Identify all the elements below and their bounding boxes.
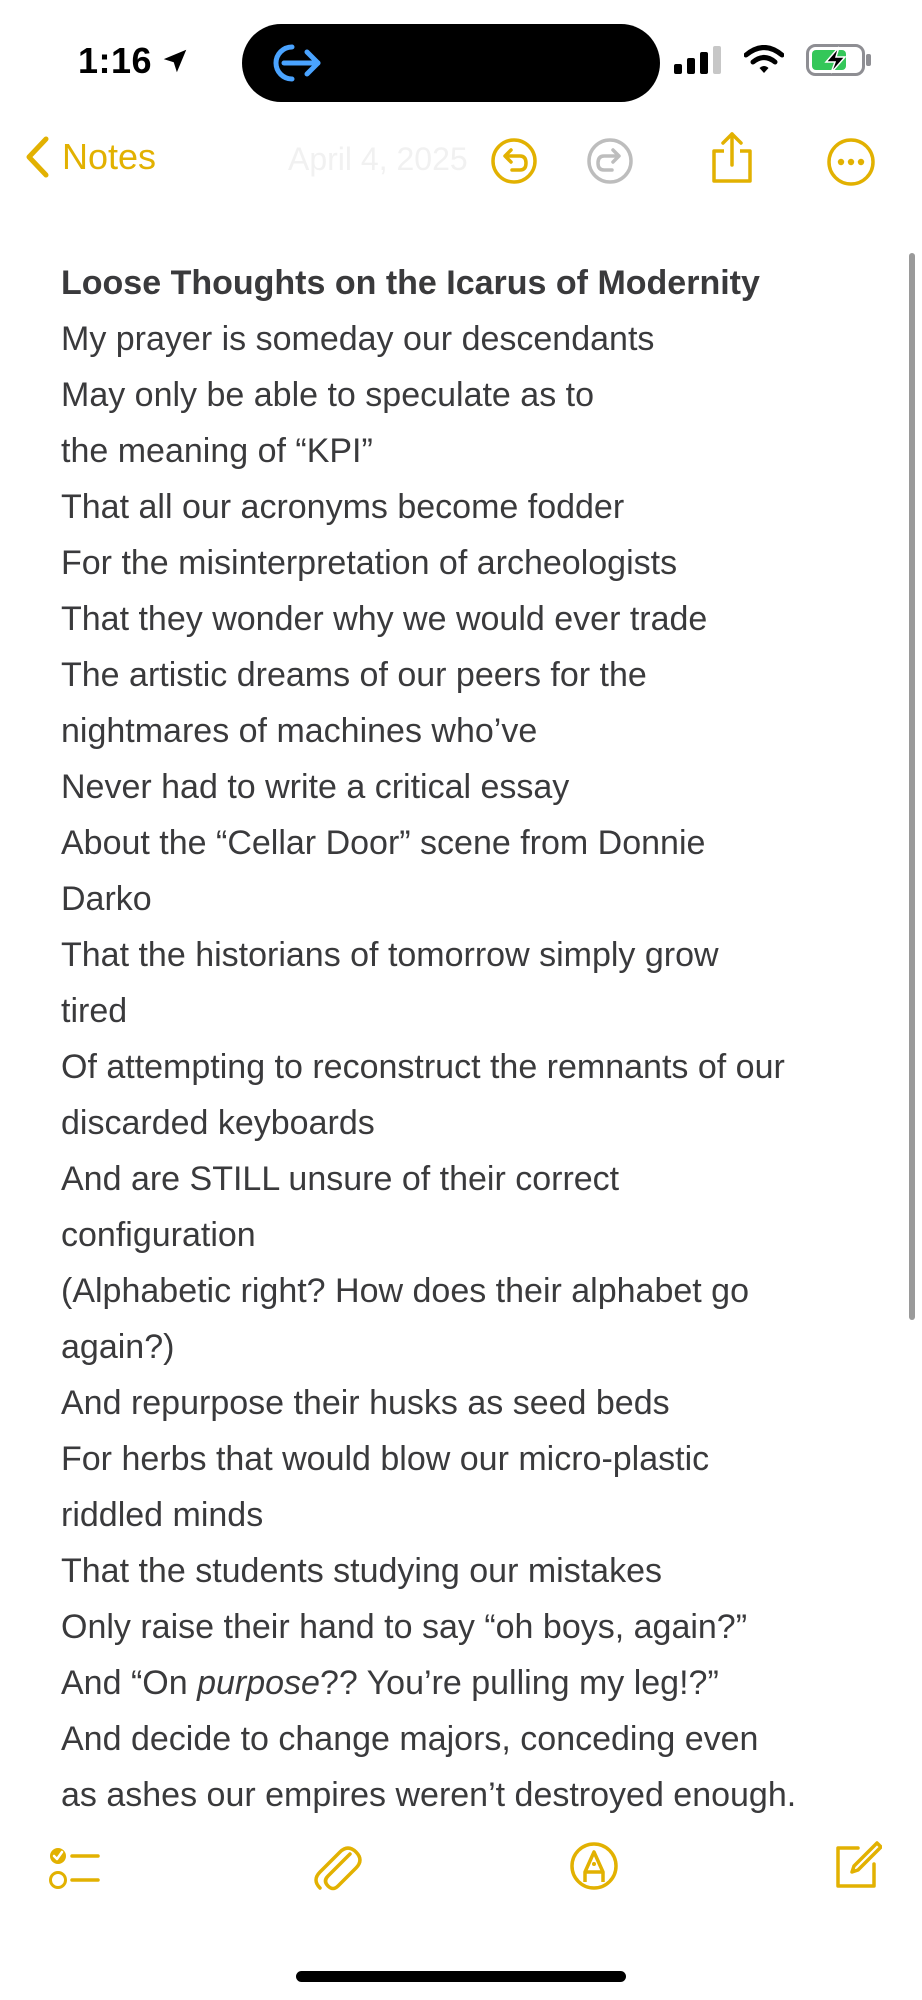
note-line: Never had to write a critical essay: [61, 768, 570, 806]
note-line: configuration: [61, 1216, 256, 1254]
back-label: Notes: [62, 136, 157, 177]
note-closing-lines: [61, 1711, 881, 1823]
italic-line-before: And “On: [61, 1664, 198, 1702]
nav-bar: [0, 125, 922, 205]
note-line: nightmares of machines who’ve: [61, 712, 538, 750]
note-line: That the historians of tomorrow simply grow: [61, 936, 719, 974]
note-line: For the misinterpretation of archeologists: [61, 544, 678, 582]
note-date: April 4, 2025: [288, 141, 468, 177]
note-editor[interactable]: [61, 255, 881, 1823]
bottom-toolbar: [0, 1840, 922, 1920]
note-line: Of attempting to reconstruct the remnants of our: [61, 1048, 785, 1086]
redo-icon[interactable]: [586, 137, 634, 185]
note-line: That all our acronyms become fodder: [61, 488, 625, 526]
note-line: And repurpose their husks as seed beds: [61, 1384, 670, 1422]
battery-charging-icon: [806, 44, 872, 76]
note-lines: [61, 311, 881, 1655]
note-line: That the students studying our mistakes: [61, 1552, 662, 1590]
compose-icon[interactable]: [830, 1840, 882, 1892]
status-time-text: 1:16: [78, 40, 153, 81]
note-line: May only be able to speculate as to: [61, 376, 594, 414]
more-icon[interactable]: [826, 137, 876, 187]
status-time: [78, 40, 190, 82]
note-line: Darko: [61, 880, 152, 918]
note-title: Loose Thoughts on the Icarus of Modernity: [61, 264, 760, 302]
italic-line-after: ?? You’re pulling my leg!?”: [319, 1664, 719, 1702]
undo-icon[interactable]: [490, 137, 538, 185]
note-line: Only raise their hand to say “oh boys, again?”: [61, 1608, 748, 1646]
note-line: For herbs that would blow our micro-plastic: [61, 1440, 710, 1478]
status-bar: [0, 0, 922, 125]
chevron-left-icon: [24, 135, 50, 179]
note-line: And are STILL unsure of their correct: [61, 1160, 620, 1198]
cellular-signal-icon: [674, 46, 722, 74]
note-line-italic: [61, 1655, 881, 1711]
status-indicators: [674, 44, 872, 76]
note-line: And decide to change majors, conceding even: [61, 1720, 759, 1758]
note-line: the meaning of “KPI”: [61, 432, 373, 470]
note-line: (Alphabetic right? How does their alphabet go: [61, 1272, 749, 1310]
back-button[interactable]: [24, 135, 156, 179]
home-indicator[interactable]: [296, 1971, 626, 1982]
wifi-icon: [744, 45, 784, 75]
paperclip-icon[interactable]: [310, 1840, 362, 1896]
note-line: discarded keyboards: [61, 1104, 375, 1142]
screen-share-icon: [262, 38, 330, 88]
note-line: About the “Cellar Door” scene from Donnie: [61, 824, 706, 862]
checklist-icon[interactable]: [48, 1840, 104, 1896]
note-line: riddled minds: [61, 1496, 264, 1534]
note-line: as ashes our empires weren’t destroyed enough.: [61, 1776, 797, 1814]
scroll-indicator[interactable]: [909, 253, 915, 1320]
share-icon[interactable]: [708, 131, 756, 185]
markup-pen-icon[interactable]: [568, 1840, 620, 1892]
dynamic-island: [242, 24, 660, 102]
note-line: again?): [61, 1328, 175, 1366]
note-line: tired: [61, 992, 128, 1030]
location-arrow-icon: [160, 46, 190, 76]
note-line: The artistic dreams of our peers for the: [61, 656, 647, 694]
note-line: That they wonder why we would ever trade: [61, 600, 708, 638]
italic-line-emphasis: purpose: [197, 1664, 320, 1702]
note-line: My prayer is someday our descendants: [61, 320, 655, 358]
